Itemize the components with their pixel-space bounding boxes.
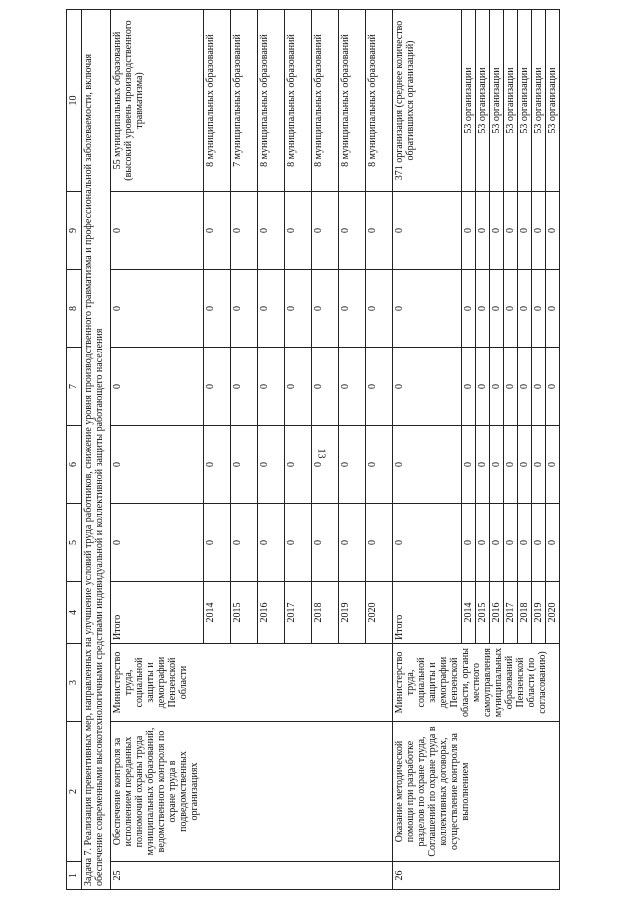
program-table xyxy=(66,9,560,890)
row25-year-cell: 2015 xyxy=(231,582,258,644)
row26-col5-value: 0 xyxy=(546,504,560,582)
row-26-total-col8: 0 xyxy=(393,270,462,348)
row26-col8-value: 0 xyxy=(490,270,504,348)
row26-result-value: 53 организации xyxy=(518,10,532,192)
row-26-total-col9: 0 xyxy=(393,192,462,270)
row26-col8-value: 0 xyxy=(462,270,476,348)
row-26-total-col7: 0 xyxy=(393,348,462,426)
task-title: Задача 7. Реализация превентивных мер, направленных на улучшение условий труда работников, снижение уровня производственного травматизма и профессиональной заболеваемости, включая обеспечение современными высокотехнологичными средствами индивидуальной и коллективной защиты работающего населения xyxy=(82,10,111,890)
row26-col6-value: 0 xyxy=(532,426,546,504)
row26-result-value: 53 организации xyxy=(476,10,490,192)
row25-col7-value: 0 xyxy=(258,348,285,426)
row-26-total-result: 371 организация (среднее количество обратившихся организаций) xyxy=(393,10,462,192)
row26-result-value: 53 организации xyxy=(546,10,560,192)
row-25-measure: Обеспечение контроля за исполнением переданных полномочий охраны труда муниципальных образований, ведомственного контроля по охране труда в подведомственных организациях xyxy=(111,722,393,862)
col-header-3: 3 xyxy=(67,644,82,722)
row25-col6-value: 0 xyxy=(231,426,258,504)
row26-col9-value: 0 xyxy=(518,192,532,270)
row25-col8-value: 0 xyxy=(204,270,231,348)
row26-col8-value: 0 xyxy=(504,270,518,348)
row26-year-cell: 2014 xyxy=(462,582,476,644)
row-26-total-col5: 0 xyxy=(393,504,462,582)
row-26-executor: Министерство труда, социальной защиты и демографии Пензенской области, органы местного самоуправления муниципальных образований Пензенской области (по согласованию) xyxy=(393,644,560,722)
row25-col6-value: 0 xyxy=(204,426,231,504)
col-header-2: 2 xyxy=(67,722,82,862)
row26-result-value: 53 организации xyxy=(504,10,518,192)
row25-year-cell: 2016 xyxy=(258,582,285,644)
row-26-number: 26 xyxy=(393,862,560,890)
row25-result-value: 8 муниципальных образований xyxy=(312,10,339,192)
row26-col7-value: 0 xyxy=(490,348,504,426)
row25-col8-value: 0 xyxy=(339,270,366,348)
row25-year-cell: 2017 xyxy=(285,582,312,644)
row-26-period: Итого xyxy=(393,582,462,644)
col-header-6: 6 xyxy=(67,426,82,504)
row25-col9-value: 0 xyxy=(366,192,393,270)
col-header-7: 7 xyxy=(67,348,82,426)
row25-result-value: 8 муниципальных образований xyxy=(339,10,366,192)
row26-col7-value: 0 xyxy=(462,348,476,426)
row-25-total-col8: 0 xyxy=(111,270,204,348)
row25-col5-value: 0 xyxy=(231,504,258,582)
row26-col5-value: 0 xyxy=(462,504,476,582)
row25-year-cell: 2014 xyxy=(204,582,231,644)
row26-col9-value: 0 xyxy=(504,192,518,270)
row25-result-value: 7 муниципальных образований xyxy=(231,10,258,192)
row-25-number: 25 xyxy=(111,862,393,890)
row26-col6-value: 0 xyxy=(518,426,532,504)
row-25-group xyxy=(111,10,393,890)
row25-result-value: 8 муниципальных образований xyxy=(258,10,285,192)
task-row xyxy=(82,10,111,890)
row25-col7-value: 0 xyxy=(339,348,366,426)
row25-col5-value: 0 xyxy=(258,504,285,582)
row26-col9-value: 0 xyxy=(490,192,504,270)
row26-col5-value: 0 xyxy=(476,504,490,582)
col-header-10: 10 xyxy=(67,10,82,192)
rotated-table-container xyxy=(66,10,578,890)
col-header-4: 4 xyxy=(67,582,82,644)
row25-result-value: 8 муниципальных образований xyxy=(204,10,231,192)
row-25-period: Итого xyxy=(111,582,204,644)
row25-col5-value: 0 xyxy=(204,504,231,582)
row26-col7-value: 0 xyxy=(518,348,532,426)
row26-col5-value: 0 xyxy=(490,504,504,582)
row26-year-cell: 2020 xyxy=(546,582,560,644)
row25-col9-value: 0 xyxy=(231,192,258,270)
row-25-total-col7: 0 xyxy=(111,348,204,426)
row25-year-cell: 2018 xyxy=(312,582,339,644)
row26-col6-value: 0 xyxy=(462,426,476,504)
page-number: 13 xyxy=(315,448,327,459)
row-26-total xyxy=(393,10,462,890)
row25-col9-value: 0 xyxy=(285,192,312,270)
row25-col5-value: 0 xyxy=(366,504,393,582)
row-25-total-col9: 0 xyxy=(111,192,204,270)
row25-col6-value: 0 xyxy=(258,426,285,504)
row25-col8-value: 0 xyxy=(285,270,312,348)
row26-col8-value: 0 xyxy=(532,270,546,348)
row25-col9-value: 0 xyxy=(312,192,339,270)
row26-result-value: 53 организации xyxy=(490,10,504,192)
row25-result-value: 8 муниципальных образований xyxy=(285,10,312,192)
row25-result-value: 8 муниципальных образований xyxy=(366,10,393,192)
row25-col8-value: 0 xyxy=(231,270,258,348)
row25-col8-value: 0 xyxy=(258,270,285,348)
row25-col8-value: 0 xyxy=(366,270,393,348)
row25-col5-value: 0 xyxy=(285,504,312,582)
row25-year-cell: 2019 xyxy=(339,582,366,644)
row25-year-cell: 2020 xyxy=(366,582,393,644)
row-26-group xyxy=(393,10,560,890)
row26-col7-value: 0 xyxy=(504,348,518,426)
row-25-total xyxy=(111,10,204,890)
row25-col5-value: 0 xyxy=(312,504,339,582)
row26-col9-value: 0 xyxy=(532,192,546,270)
row26-col7-value: 0 xyxy=(532,348,546,426)
row26-col7-value: 0 xyxy=(546,348,560,426)
row-26-measure: Оказание методической помощи при разработке разделов по охране труда, Соглашений по охране труда в коллективных договорах, осуществление контроля за выполнением xyxy=(393,722,560,862)
row26-col9-value: 0 xyxy=(476,192,490,270)
row25-col6-value: 0 xyxy=(312,426,339,504)
row26-result-value: 53 организации xyxy=(532,10,546,192)
row26-year-cell: 2018 xyxy=(518,582,532,644)
row26-col6-value: 0 xyxy=(490,426,504,504)
row25-col7-value: 0 xyxy=(312,348,339,426)
row26-col6-value: 0 xyxy=(476,426,490,504)
row26-col5-value: 0 xyxy=(532,504,546,582)
row26-col6-value: 0 xyxy=(546,426,560,504)
row-25-total-col6: 0 xyxy=(111,426,204,504)
row-25-total-col5: 0 xyxy=(111,504,204,582)
row25-col7-value: 0 xyxy=(285,348,312,426)
row26-col7-value: 0 xyxy=(476,348,490,426)
row26-col8-value: 0 xyxy=(518,270,532,348)
header-row xyxy=(67,10,82,890)
row25-col8-value: 0 xyxy=(312,270,339,348)
row26-year-cell: 2017 xyxy=(504,582,518,644)
row26-result-value: 53 организации xyxy=(462,10,476,192)
row25-col9-value: 0 xyxy=(204,192,231,270)
row26-year-cell: 2015 xyxy=(476,582,490,644)
row26-year-cell: 2016 xyxy=(490,582,504,644)
row26-col8-value: 0 xyxy=(476,270,490,348)
col-header-5: 5 xyxy=(67,504,82,582)
row26-col5-value: 0 xyxy=(504,504,518,582)
row25-col6-value: 0 xyxy=(339,426,366,504)
row26-year-cell: 2019 xyxy=(532,582,546,644)
row-25-total-result: 55 муниципальных образований (высокий уровень производственного травматизма) xyxy=(111,10,204,192)
row26-col8-value: 0 xyxy=(546,270,560,348)
row-26-total-col6: 0 xyxy=(393,426,462,504)
row25-col7-value: 0 xyxy=(231,348,258,426)
col-header-8: 8 xyxy=(67,270,82,348)
row25-col6-value: 0 xyxy=(285,426,312,504)
row26-col9-value: 0 xyxy=(462,192,476,270)
row26-col5-value: 0 xyxy=(518,504,532,582)
row25-col9-value: 0 xyxy=(339,192,366,270)
row26-col9-value: 0 xyxy=(546,192,560,270)
row25-col6-value: 0 xyxy=(366,426,393,504)
col-header-9: 9 xyxy=(67,192,82,270)
col-header-1: 1 xyxy=(67,862,82,890)
row26-col6-value: 0 xyxy=(504,426,518,504)
row25-col7-value: 0 xyxy=(366,348,393,426)
row25-col5-value: 0 xyxy=(339,504,366,582)
row25-col9-value: 0 xyxy=(258,192,285,270)
row25-col7-value: 0 xyxy=(204,348,231,426)
row-25-executor: Министерство труда, социальной защиты и демографии Пензенской области xyxy=(111,644,393,722)
